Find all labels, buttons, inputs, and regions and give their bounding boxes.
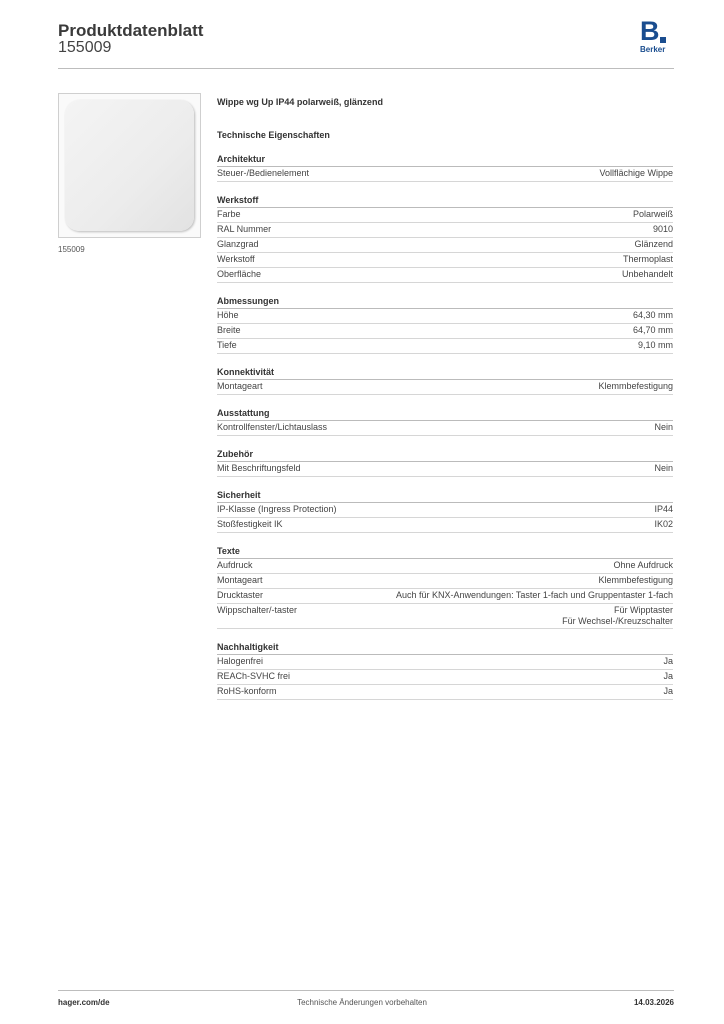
spec-value-line: IP44 <box>654 504 673 514</box>
spec-value-line: IK02 <box>654 519 673 529</box>
section-heading: Technische Eigenschaften <box>217 130 330 140</box>
spec-row <box>217 604 673 629</box>
spec-value-line: Nein <box>654 422 673 432</box>
spec-value-line: Nein <box>654 463 673 473</box>
header-divider <box>58 68 674 69</box>
spec-label: REACh-SVHC frei <box>217 671 291 681</box>
spec-row <box>217 559 673 574</box>
article-number: 155009 <box>58 39 112 56</box>
spec-value <box>654 422 673 434</box>
spec-group <box>217 641 673 700</box>
spec-value-line: 64,70 mm <box>632 325 673 335</box>
spec-value <box>562 605 673 627</box>
spec-label: RoHS-konform <box>217 686 277 696</box>
spec-row <box>217 380 673 395</box>
spec-label: Mit Beschriftungsfeld <box>217 463 301 473</box>
spec-value <box>654 463 673 475</box>
spec-label: Aufdruck <box>217 560 253 570</box>
spec-label: Montageart <box>217 381 263 391</box>
spec-group <box>217 545 673 629</box>
spec-group <box>217 448 673 477</box>
spec-label: Montageart <box>217 575 263 585</box>
group-title: Nachhaltigkeit <box>217 641 673 655</box>
spec-value <box>663 656 673 668</box>
spec-row <box>217 685 673 700</box>
spec-label: IP-Klasse (Ingress Protection) <box>217 504 337 514</box>
spec-row <box>217 462 673 477</box>
spec-label: Kontrollfenster/Lichtauslass <box>217 422 328 432</box>
spec-label: Werkstoff <box>217 254 255 264</box>
spec-value-line: Ja <box>663 656 673 666</box>
image-caption: 155009 <box>58 245 85 254</box>
spec-group <box>217 489 673 533</box>
spec-row <box>217 339 673 354</box>
spec-group <box>217 295 673 354</box>
group-title: Ausstattung <box>217 407 673 421</box>
spec-value-line: Glänzend <box>634 239 673 249</box>
spec-row <box>217 223 673 238</box>
spec-row <box>217 309 673 324</box>
spec-value <box>663 686 673 698</box>
spec-group <box>217 407 673 436</box>
spec-value <box>396 590 673 602</box>
spec-value-line: Klemmbefestigung <box>598 381 673 391</box>
product-name: Wippe wg Up IP44 polarweiß, glänzend <box>217 97 383 107</box>
spec-value-line: Auch für KNX-Anwendungen: Taster 1-fach und Gruppentaster 1-fach <box>396 590 673 600</box>
berker-logo <box>640 18 674 54</box>
footer-website: hager.com/de <box>58 998 110 1007</box>
spec-value <box>633 310 673 322</box>
spec-label: Halogenfrei <box>217 656 264 666</box>
spec-value <box>633 209 673 221</box>
spec-row <box>217 238 673 253</box>
spec-label: Stoßfestigkeit IK <box>217 519 283 529</box>
spec-value <box>653 224 673 236</box>
spec-label: Oberfläche <box>217 269 262 279</box>
logo-letter: B <box>640 16 660 46</box>
spec-row <box>217 253 673 268</box>
spec-row <box>217 518 673 533</box>
spec-value <box>613 560 673 572</box>
spec-value-line: Für Wechsel-/Kreuzschalter <box>562 616 673 626</box>
spec-value <box>654 504 673 516</box>
spec-group <box>217 366 673 395</box>
logo-word: Berker <box>640 45 666 54</box>
spec-value-line: Thermoplast <box>622 254 673 264</box>
spec-row <box>217 268 673 283</box>
spec-value-line: 64,30 mm <box>632 310 673 320</box>
group-title: Abmessungen <box>217 295 673 309</box>
spec-value-line: 9010 <box>652 224 673 234</box>
group-title: Zubehör <box>217 448 673 462</box>
spec-label: Höhe <box>217 310 239 320</box>
logo-dot <box>660 37 666 43</box>
footer-disclaimer: Technische Änderungen vorbehalten <box>297 998 427 1007</box>
spec-row <box>217 503 673 518</box>
spec-value <box>623 254 673 266</box>
spec-row <box>217 208 673 223</box>
spec-value <box>634 239 673 251</box>
footer-divider <box>58 990 674 991</box>
spec-label: Steuer-/Bedienelement <box>217 168 310 178</box>
spec-value <box>622 269 673 281</box>
group-title: Sicherheit <box>217 489 673 503</box>
spec-value <box>598 575 673 587</box>
spec-value-line: Ohne Aufdruck <box>613 560 673 570</box>
spec-groups <box>217 153 673 700</box>
spec-value-line: Klemmbefestigung <box>598 575 673 585</box>
product-specs <box>217 96 673 700</box>
document-title: Produktdatenblatt <box>58 21 204 40</box>
group-title: Werkstoff <box>217 194 673 208</box>
spec-value <box>599 168 673 180</box>
spec-label: Glanzgrad <box>217 239 259 249</box>
spec-value <box>598 381 673 393</box>
spec-label: RAL Nummer <box>217 224 272 234</box>
spec-row <box>217 655 673 670</box>
spec-value-line: Ja <box>663 686 673 696</box>
spec-value-line: Für Wipptaster <box>613 605 673 615</box>
spec-value <box>638 340 673 352</box>
spec-label: Tiefe <box>217 340 237 350</box>
spec-group <box>217 194 673 283</box>
spec-value-line: Unbehandelt <box>621 269 673 279</box>
spec-label: Farbe <box>217 209 241 219</box>
spec-row <box>217 574 673 589</box>
spec-value-line: Ja <box>663 671 673 681</box>
spec-value <box>663 671 673 683</box>
spec-value-line: Vollflächige Wippe <box>599 168 673 178</box>
spec-row <box>217 421 673 436</box>
spec-row <box>217 324 673 339</box>
group-title: Architektur <box>217 153 673 167</box>
spec-label: Drucktaster <box>217 590 264 600</box>
spec-value-line: 9,10 mm <box>637 340 673 350</box>
spec-row <box>217 670 673 685</box>
product-image <box>58 93 201 238</box>
spec-label: Breite <box>217 325 241 335</box>
spec-value-line: Polarweiß <box>632 209 673 219</box>
group-title: Konnektivität <box>217 366 673 380</box>
group-title: Texte <box>217 545 673 559</box>
spec-row <box>217 167 673 182</box>
spec-row <box>217 589 673 604</box>
spec-value <box>633 325 673 337</box>
spec-label: Wippschalter/-taster <box>217 605 298 615</box>
spec-value <box>654 519 673 531</box>
rocker-plate-image <box>65 100 194 231</box>
footer-date: 14.03.2026 <box>633 998 674 1007</box>
spec-group <box>217 153 673 182</box>
